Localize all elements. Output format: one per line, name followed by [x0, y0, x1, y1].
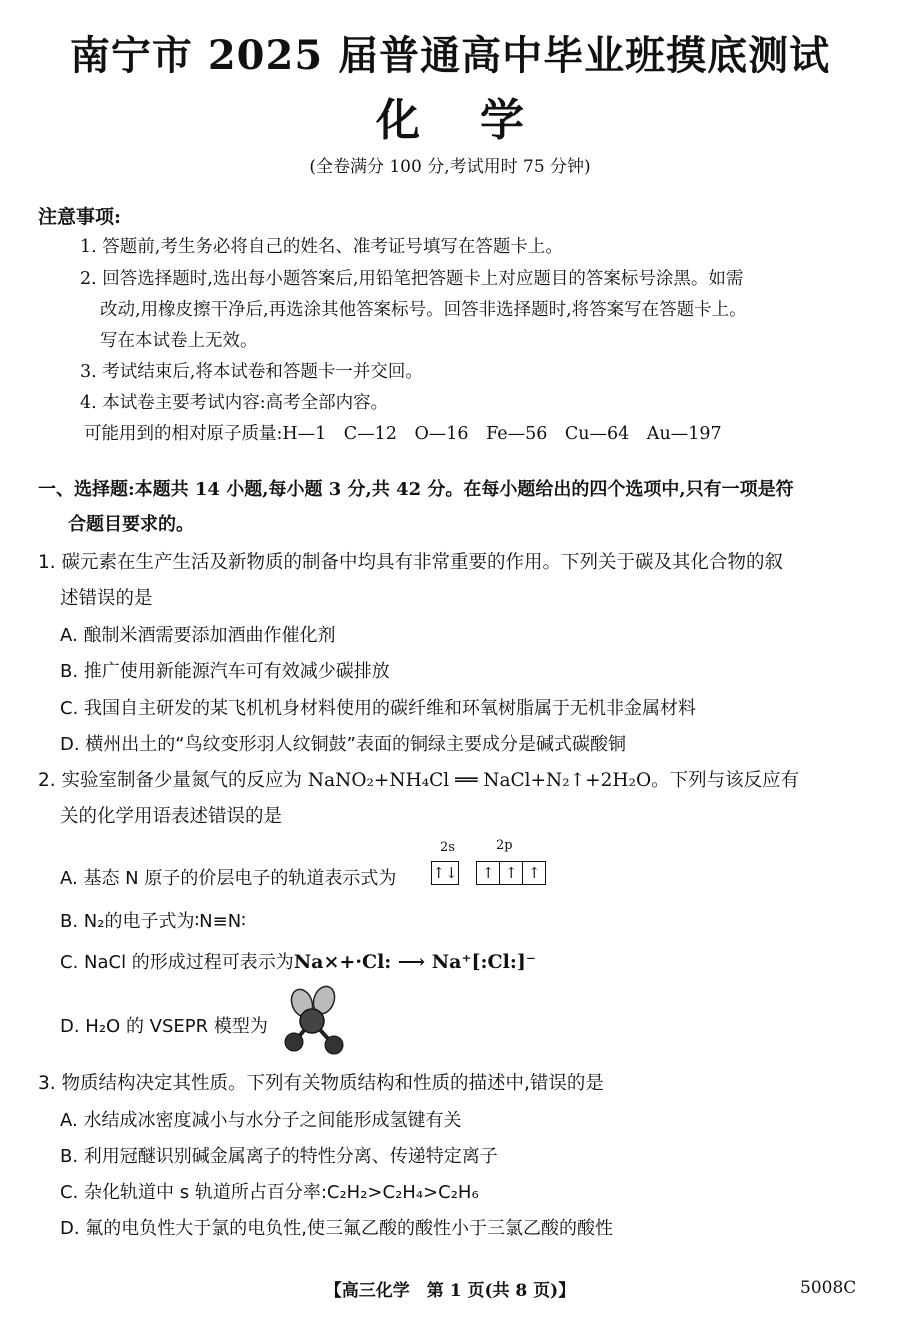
notice-item: 4. 本试卷主要考试内容:高考全部内容。 [80, 393, 389, 413]
q2-equation: NaNO₂+NH₄Cl ══ NaCl+N₂↑+2H₂O [307, 770, 652, 791]
orbital-2s-label: 2s [440, 840, 455, 855]
q2-option-a: A. 基态 N 原子的价层电子的轨道表示式为 [60, 868, 397, 889]
q2-stem-text-post: 。下列与该反应有 [651, 770, 800, 791]
question-1-stem-cont: 述错误的是 [60, 588, 153, 609]
notice-item: 1. 答题前,考生务必将自己的姓名、准考证号填写在答题卡上。 [80, 237, 563, 257]
section-heading: 一、选择题:本题共 14 小题,每小题 3 分,共 42 分。在每小题给出的四个选项中,只有一项是符 [38, 479, 794, 500]
q3-option-a: A. 水结成冰密度减小与水分子之间能形成氢键有关 [60, 1110, 462, 1131]
question-2-stem [38, 766, 799, 792]
notice-item: 3. 考试结束后,将本试卷和答题卡一并交回。 [80, 362, 423, 382]
question-1-stem: 1. 碳元素在生产生活及新物质的制备中均具有非常重要的作用。下列关于碳及其化合物的叙 [38, 552, 784, 573]
q2-stem-text: 2. 实验室制备少量氮气的反应为 [38, 770, 308, 791]
oxygen-atom [300, 1009, 324, 1033]
q1-option-b: B. 推广使用新能源汽车可有效减少碳排放 [60, 661, 390, 682]
hydrogen-atom [325, 1036, 343, 1054]
hydrogen-atom [285, 1033, 303, 1051]
q3-option-c: C. 杂化轨道中 s 轨道所占百分率:C₂H₂>C₂H₄>C₂H₆ [60, 1182, 479, 1203]
exam-title: 南宁市 2025 届普通高中毕业班摸底测试 [69, 32, 831, 79]
notice-item: 2. 回答选择题时,选出每小题答案后,用铅笔把答题卡上对应题目的答案标号涂黑。如需 [80, 269, 744, 289]
notice-item: 改动,用橡皮擦干净后,再选涂其他答案标号。回答非选择题时,将答案写在答题卡上。 [100, 300, 747, 320]
orbital-diagram [432, 861, 546, 885]
orbital-2s-box: ↑↓ [431, 861, 459, 885]
question-2-stem-cont: 关的化学用语表述错误的是 [60, 806, 283, 827]
page-footer: 【高三化学 第 1 页(共 8 页)】 [324, 1281, 576, 1301]
orbital-2p-box: ↑ [476, 861, 500, 885]
subject-title: 化学 [376, 95, 584, 146]
q2-option-d: D. H₂O 的 VSEPR 模型为 [60, 1016, 268, 1037]
question-3-stem: 3. 物质结构决定其性质。下列有关物质结构和性质的描述中,错误的是 [38, 1073, 604, 1094]
q1-option-c: C. 我国自主研发的某飞机机身材料使用的碳纤维和环氧树脂属于无机非金属材料 [60, 698, 697, 719]
orbital-2p-box: ↑ [499, 861, 523, 885]
vsepr-model-image [282, 985, 362, 1055]
notice-heading: 注意事项: [38, 206, 122, 228]
atomic-masses: 可能用到的相对原子质量:H—1 C—12 O—16 Fe—56 Cu—64 Au—197 [84, 424, 722, 444]
q3-option-b: B. 利用冠醚识别碱金属离子的特性分离、传递特定离子 [60, 1146, 498, 1167]
q1-option-a: A. 酿制米酒需要添加酒曲作催化剂 [60, 625, 336, 646]
q2-option-c [60, 948, 536, 974]
nacl-formation-formula: Na×+·Cl: ⟶ Na⁺[:Cl:]⁻ [293, 951, 536, 973]
paper-code: 5008C [800, 1278, 857, 1298]
notice-item: 写在本试卷上无效。 [100, 331, 258, 351]
q3-option-d: D. 氟的电负性大于氯的电负性,使三氟乙酸的酸性小于三氯乙酸的酸性 [60, 1218, 614, 1239]
section-heading-cont: 合题目要求的。 [68, 514, 194, 535]
orbital-2p-label: 2p [496, 838, 513, 853]
exam-info: (全卷满分 100 分,考试用时 75 分钟) [309, 157, 591, 177]
q2-option-b: B. N₂的电子式为∶N≡N∶ [60, 911, 246, 932]
q2-option-c-text: C. NaCl 的形成过程可表示为 [60, 952, 294, 973]
orbital-2p-box: ↑ [522, 861, 546, 885]
q1-option-d: D. 横州出土的“鸟纹变形羽人纹铜鼓”表面的铜绿主要成分是碱式碳酸铜 [60, 734, 626, 755]
